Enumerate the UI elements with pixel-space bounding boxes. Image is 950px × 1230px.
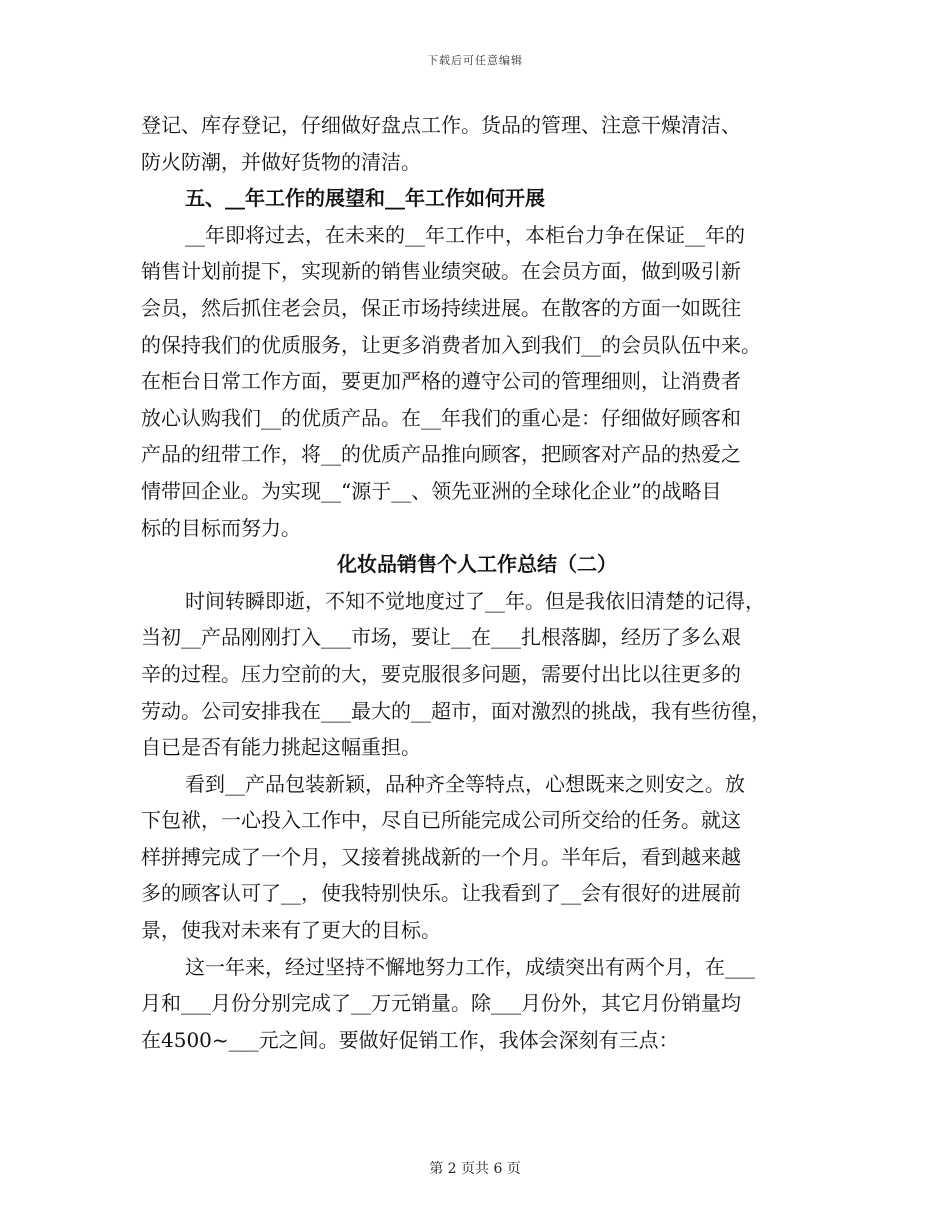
paragraph-line: 辛的过程。压力空前的大，要克服很多问题，需要付出比以往更多的 <box>141 661 741 686</box>
paragraph-line: 会员，然后抓住老会员，保正市场持续进展。在散客的方面一如既往 <box>141 295 741 320</box>
paragraph-line: 销售计划前提下，实现新的销售业绩突破。在会员方面，做到吸引新 <box>141 259 741 284</box>
document-body <box>141 107 813 1058</box>
document-title: 化妆品销售个人工作总结（二） <box>337 552 617 577</box>
paragraph-line: 标的目标而努力。 <box>141 515 301 540</box>
paragraph-line: 看到__产品包装新颖，品种齐全等特点，心想既来之则安之。放 <box>185 771 745 796</box>
paragraph-line: 月和___月份分别完成了__万元销量。除___月份外，其它月份销量均 <box>141 991 741 1016</box>
paragraph-line: __年即将过去，在未来的__年工作中，本柜台力争在保证__年的 <box>185 222 745 247</box>
paragraph-line: 登记、库存登记，仔细做好盘点工作。货品的管理、注意干燥清洁、 <box>141 113 741 137</box>
paragraph-line: 在柜台日常工作方面，要更加严格的遵守公司的管理细则，让消费者 <box>141 369 741 394</box>
paragraph-line: 多的顾客认可了__，使我特别快乐。让我看到了__会有很好的进展前 <box>141 881 741 906</box>
paragraph-line: 景，使我对未来有了更大的目标。 <box>141 918 441 943</box>
paragraph-line: 自已是否有能力挑起这幅重担。 <box>141 735 421 760</box>
paragraph-line: 样拼搏完成了一个月，又接着挑战新的一个月。半年后，看到越来越 <box>141 844 741 869</box>
paragraph-line: 的保持我们的优质服务，让更多消费者加入到我们__的会员队伍中来。 <box>141 332 761 357</box>
paragraph-line: 时间转瞬即逝，不知不觉地度过了__年。但是我依旧清楚的记得， <box>185 588 765 613</box>
paragraph-line: 劳动。公司安排我在___最大的__超市，面对激烈的挑战，我有些彷徨， <box>141 698 771 723</box>
paragraph-line: 在4500~___元之间。要做好促销工作，我体会深刻有三点： <box>141 1027 679 1052</box>
page-footer: 第 2 页共 6 页 <box>429 1161 521 1177</box>
paragraph-line: 下包袱，一心投入工作中，尽自已所能完成公司所交给的任务。就这 <box>141 808 741 833</box>
paragraph-line: 当初__产品刚刚打入___市场，要让__在___扎根落脚，经历了多么艰 <box>141 625 741 650</box>
paragraph-line: 情带回企业。为实现__“源于__、领先亚洲的全球化企业”的战略目 <box>141 478 722 503</box>
paragraph-line: 防火防潮，并做好货物的清洁。 <box>141 149 421 174</box>
paragraph-line: 放心认购我们__的优质产品。在__年我们的重心是：仔细做好顾客和 <box>141 405 741 430</box>
page-header: 下载后可任意编辑 <box>427 54 523 67</box>
section-heading: 五、__年工作的展望和__年工作如何开展 <box>185 186 545 211</box>
paragraph-line: 这一年来，经过坚持不懈地努力工作，成绩突出有两个月，在___ <box>185 954 755 979</box>
paragraph-line: 产品的纽带工作，将__的优质产品推向顾客，把顾客对产品的热爱之 <box>141 442 741 467</box>
